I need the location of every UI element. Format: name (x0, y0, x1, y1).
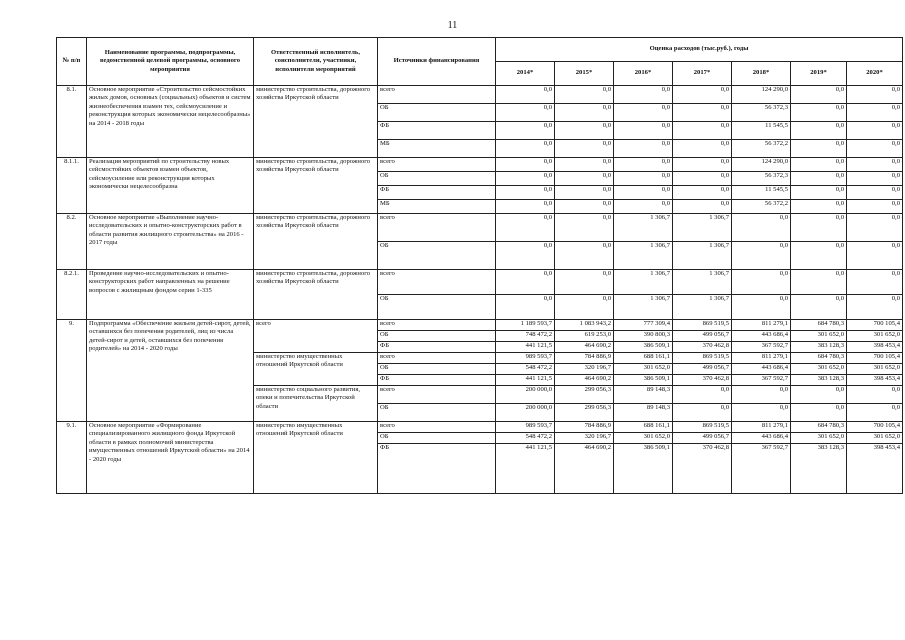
value-cell: 811 279,1 (732, 353, 791, 364)
funding-source: ОБ (378, 104, 496, 122)
value-cell: 688 161,1 (614, 353, 673, 364)
value-cell: 989 593,7 (496, 353, 555, 364)
row-number: 9.1. (57, 422, 87, 494)
value-cell: 0,0 (496, 200, 555, 214)
value-cell: 443 686,4 (732, 331, 791, 342)
value-cell: 367 592,7 (732, 375, 791, 386)
funding-source: всего (378, 214, 496, 242)
program-name: Подпрограмма «Обеспечение жильем детей-сирот, детей, оставшихся без попечения родителей, лиц из числа детей-сирот и детей, оставшихся без попечения родителей» на 2014 - 2020 годы (87, 320, 254, 422)
value-cell: 464 690,2 (555, 375, 614, 386)
value-cell: 299 056,3 (555, 404, 614, 422)
value-cell: 0,0 (791, 386, 847, 404)
executor: министерство строительства, дорожного хозяйства Иркутской области (254, 214, 378, 270)
value-cell: 0,0 (847, 86, 903, 104)
value-cell: 0,0 (673, 186, 732, 200)
value-cell: 0,0 (496, 172, 555, 186)
value-cell: 1 306,7 (614, 242, 673, 270)
value-cell: 11 545,5 (732, 122, 791, 140)
value-cell: 684 780,3 (791, 422, 847, 433)
value-cell: 0,0 (791, 122, 847, 140)
value-cell: 1 306,7 (673, 270, 732, 295)
funding-source: ФБ (378, 122, 496, 140)
value-cell: 0,0 (791, 214, 847, 242)
value-cell: 0,0 (496, 186, 555, 200)
program-name: Основное мероприятие «Формирование специализированного жилищного фонда Иркутской области в рамках полномочий министерства имущественных отношений Иркутской области» на 2014 - 2020 годы (87, 422, 254, 494)
value-cell: 301 652,0 (847, 364, 903, 375)
value-cell: 0,0 (614, 86, 673, 104)
value-cell: 367 592,7 (732, 444, 791, 494)
value-cell: 869 519,5 (673, 422, 732, 433)
value-cell: 0,0 (555, 122, 614, 140)
header-year: 2019* (791, 62, 847, 86)
value-cell: 383 128,3 (791, 444, 847, 494)
value-cell: 0,0 (791, 270, 847, 295)
value-cell: 811 279,1 (732, 422, 791, 433)
value-cell: 0,0 (555, 242, 614, 270)
funding-source: ОБ (378, 172, 496, 186)
value-cell: 0,0 (496, 242, 555, 270)
value-cell: 301 652,0 (614, 433, 673, 444)
funding-source: ОБ (378, 242, 496, 270)
value-cell: 0,0 (732, 214, 791, 242)
funding-source: ОБ (378, 364, 496, 375)
header-year: 2015* (555, 62, 614, 86)
table-row (57, 422, 903, 433)
program-name: Проведение научно-исследовательских и опытно-конструкторских работ направленных на решение вопросов с жилищным фондом серии 1-335 (87, 270, 254, 320)
value-cell: 383 128,3 (791, 342, 847, 353)
value-cell: 124 290,0 (732, 158, 791, 172)
value-cell: 0,0 (614, 122, 673, 140)
value-cell: 56 372,2 (732, 140, 791, 158)
value-cell: 0,0 (847, 270, 903, 295)
header-year: 2017* (673, 62, 732, 86)
value-cell: 441 121,5 (496, 444, 555, 494)
value-cell: 700 105,4 (847, 320, 903, 331)
value-cell: 386 509,1 (614, 342, 673, 353)
value-cell: 0,0 (614, 104, 673, 122)
value-cell: 0,0 (496, 140, 555, 158)
funding-source: всего (378, 353, 496, 364)
value-cell: 0,0 (791, 200, 847, 214)
value-cell: 784 886,9 (555, 422, 614, 433)
value-cell: 0,0 (614, 140, 673, 158)
value-cell: 200 000,0 (496, 386, 555, 404)
executor: министерство социального развития, опеки и попечительства Иркутской области (254, 386, 378, 422)
value-cell: 0,0 (673, 86, 732, 104)
funding-source: ФБ (378, 444, 496, 494)
value-cell: 0,0 (673, 172, 732, 186)
value-cell: 0,0 (791, 242, 847, 270)
funding-source: всего (378, 270, 496, 295)
value-cell: 0,0 (847, 295, 903, 320)
value-cell: 443 686,4 (732, 364, 791, 375)
value-cell: 0,0 (673, 158, 732, 172)
funding-source: всего (378, 320, 496, 331)
program-name: Основное мероприятие «Строительство сейсмостойких жилых домов, основных (социальных) объектов и систем жизнеобеспечения взамен тех, сейсмоусиление и реконструкция которых экономически нецелесообразны» на 2014 - 2018 годы (87, 86, 254, 158)
value-cell: 386 509,1 (614, 375, 673, 386)
value-cell: 1 306,7 (673, 295, 732, 320)
value-cell: 0,0 (732, 242, 791, 270)
value-cell: 548 472,2 (496, 364, 555, 375)
value-cell: 0,0 (673, 140, 732, 158)
value-cell: 0,0 (791, 172, 847, 186)
table-row (57, 158, 903, 172)
value-cell: 784 886,9 (555, 353, 614, 364)
program-name: Основное мероприятие «Выполнение научно-исследовательских и опытно-конструкторских работ в области развития жилищного строительства» на 2016 - 2017 годы (87, 214, 254, 270)
header-name: Наименование программы, подпрограммы, ведомственной целевой программы, основного мероприятия (87, 38, 254, 86)
value-cell: 0,0 (496, 295, 555, 320)
value-cell: 688 161,1 (614, 422, 673, 433)
funding-source: ОБ (378, 331, 496, 342)
value-cell: 367 592,7 (732, 342, 791, 353)
row-number: 8.2.1. (57, 270, 87, 320)
value-cell: 869 519,5 (673, 320, 732, 331)
value-cell: 0,0 (847, 172, 903, 186)
funding-source: ОБ (378, 433, 496, 444)
value-cell: 1 306,7 (673, 242, 732, 270)
value-cell: 0,0 (496, 214, 555, 242)
value-cell: 684 780,3 (791, 353, 847, 364)
funding-source: всего (378, 158, 496, 172)
value-cell: 301 652,0 (791, 433, 847, 444)
row-number: 8.1.1. (57, 158, 87, 214)
value-cell: 301 652,0 (791, 331, 847, 342)
value-cell: 0,0 (791, 186, 847, 200)
value-cell: 0,0 (732, 404, 791, 422)
value-cell: 499 056,7 (673, 433, 732, 444)
value-cell: 443 686,4 (732, 433, 791, 444)
value-cell: 0,0 (555, 295, 614, 320)
value-cell: 0,0 (847, 158, 903, 172)
value-cell: 684 780,3 (791, 320, 847, 331)
value-cell: 0,0 (732, 295, 791, 320)
value-cell: 811 279,1 (732, 320, 791, 331)
executor: министерство имущественных отношений Иркутской области (254, 353, 378, 386)
value-cell: 0,0 (791, 158, 847, 172)
value-cell: 0,0 (791, 295, 847, 320)
table-body (57, 86, 903, 494)
value-cell: 0,0 (555, 172, 614, 186)
value-cell: 56 372,3 (732, 172, 791, 186)
funding-source: ФБ (378, 375, 496, 386)
header-estimate: Оценка расходов (тыс.руб.), годы (496, 38, 903, 62)
row-number: 9. (57, 320, 87, 422)
value-cell: 320 196,7 (555, 433, 614, 444)
value-cell: 0,0 (496, 158, 555, 172)
value-cell: 0,0 (555, 186, 614, 200)
value-cell: 383 128,3 (791, 375, 847, 386)
value-cell: 989 593,7 (496, 422, 555, 433)
value-cell: 0,0 (673, 104, 732, 122)
value-cell: 0,0 (847, 140, 903, 158)
funding-source: МБ (378, 140, 496, 158)
funding-source: ОБ (378, 295, 496, 320)
executor: всего (254, 320, 378, 353)
value-cell: 869 519,5 (673, 353, 732, 364)
value-cell: 1 189 593,7 (496, 320, 555, 331)
value-cell: 700 105,4 (847, 422, 903, 433)
value-cell: 0,0 (791, 104, 847, 122)
value-cell: 548 472,2 (496, 433, 555, 444)
funding-source: всего (378, 86, 496, 104)
executor: министерство имущественных отношений Иркутской области (254, 422, 378, 494)
program-name: Реализация мероприятий по строительству новых сейсмостойких объектов взамен объектов, сейсмоусиление или реконструкция которых экономически нецелесообразна (87, 158, 254, 214)
value-cell: 370 462,8 (673, 444, 732, 494)
funding-source: ФБ (378, 186, 496, 200)
value-cell: 777 309,4 (614, 320, 673, 331)
row-number: 8.2. (57, 214, 87, 270)
value-cell: 1 083 943,2 (555, 320, 614, 331)
value-cell: 0,0 (847, 104, 903, 122)
value-cell: 89 148,3 (614, 404, 673, 422)
value-cell: 0,0 (555, 104, 614, 122)
value-cell: 0,0 (555, 158, 614, 172)
value-cell: 0,0 (732, 386, 791, 404)
value-cell: 0,0 (614, 200, 673, 214)
value-cell: 0,0 (673, 122, 732, 140)
value-cell: 0,0 (847, 386, 903, 404)
value-cell: 0,0 (673, 386, 732, 404)
row-number: 8.1. (57, 86, 87, 158)
value-cell: 370 462,8 (673, 342, 732, 353)
value-cell: 1 306,7 (614, 214, 673, 242)
value-cell: 0,0 (496, 122, 555, 140)
executor: министерство строительства, дорожного хозяйства Иркутской области (254, 270, 378, 320)
value-cell: 700 105,4 (847, 353, 903, 364)
value-cell: 1 306,7 (614, 270, 673, 295)
header-year: 2016* (614, 62, 673, 86)
value-cell: 0,0 (614, 186, 673, 200)
value-cell: 0,0 (791, 86, 847, 104)
value-cell: 619 253,0 (555, 331, 614, 342)
value-cell: 0,0 (614, 158, 673, 172)
value-cell: 499 056,7 (673, 364, 732, 375)
value-cell: 0,0 (847, 186, 903, 200)
value-cell: 0,0 (555, 140, 614, 158)
table-row (57, 270, 903, 295)
value-cell: 301 652,0 (791, 364, 847, 375)
value-cell: 0,0 (496, 104, 555, 122)
table-row (57, 320, 903, 331)
value-cell: 124 290,0 (732, 86, 791, 104)
value-cell: 0,0 (847, 404, 903, 422)
value-cell: 0,0 (614, 172, 673, 186)
value-cell: 0,0 (496, 86, 555, 104)
value-cell: 398 453,4 (847, 444, 903, 494)
value-cell: 499 056,7 (673, 331, 732, 342)
value-cell: 386 509,1 (614, 444, 673, 494)
value-cell: 200 000,0 (496, 404, 555, 422)
table-row (57, 214, 903, 242)
value-cell: 0,0 (791, 140, 847, 158)
value-cell: 0,0 (791, 404, 847, 422)
value-cell: 299 056,3 (555, 386, 614, 404)
value-cell: 0,0 (673, 404, 732, 422)
value-cell: 398 453,4 (847, 375, 903, 386)
value-cell: 370 462,8 (673, 375, 732, 386)
value-cell: 0,0 (555, 200, 614, 214)
value-cell: 390 800,3 (614, 331, 673, 342)
expenses-table (56, 37, 903, 494)
value-cell: 464 690,2 (555, 342, 614, 353)
value-cell: 1 306,7 (673, 214, 732, 242)
value-cell: 89 148,3 (614, 386, 673, 404)
header-num: № п/п (57, 38, 87, 86)
value-cell: 464 690,2 (555, 444, 614, 494)
value-cell: 0,0 (555, 86, 614, 104)
page-number: 11 (447, 20, 458, 31)
value-cell: 0,0 (555, 214, 614, 242)
header-year: 2018* (732, 62, 791, 86)
value-cell: 56 372,2 (732, 200, 791, 214)
value-cell: 301 652,0 (614, 364, 673, 375)
table-row (57, 86, 903, 104)
value-cell: 301 652,0 (847, 433, 903, 444)
value-cell: 441 121,5 (496, 375, 555, 386)
header-year: 2014* (496, 62, 555, 86)
funding-source: МБ (378, 200, 496, 214)
value-cell: 320 196,7 (555, 364, 614, 375)
value-cell: 441 121,5 (496, 342, 555, 353)
value-cell: 0,0 (847, 200, 903, 214)
value-cell: 0,0 (732, 270, 791, 295)
value-cell: 0,0 (847, 122, 903, 140)
executor: министерство строительства, дорожного хозяйства Иркутской области (254, 86, 378, 158)
value-cell: 0,0 (673, 200, 732, 214)
value-cell: 748 472,2 (496, 331, 555, 342)
funding-source: ФБ (378, 342, 496, 353)
value-cell: 0,0 (847, 242, 903, 270)
value-cell: 0,0 (555, 270, 614, 295)
funding-source: всего (378, 422, 496, 433)
executor: министерство строительства, дорожного хозяйства Иркутской области (254, 158, 378, 214)
funding-source: ОБ (378, 404, 496, 422)
value-cell: 1 306,7 (614, 295, 673, 320)
value-cell: 0,0 (847, 214, 903, 242)
value-cell: 11 545,5 (732, 186, 791, 200)
value-cell: 398 453,4 (847, 342, 903, 353)
header-executor: Ответственный исполнитель, соисполнители, участники, исполнители мероприятий (254, 38, 378, 86)
value-cell: 301 652,0 (847, 331, 903, 342)
header-sources: Источники финансирования (378, 38, 496, 86)
header-year: 2020* (847, 62, 903, 86)
funding-source: всего (378, 386, 496, 404)
value-cell: 0,0 (496, 270, 555, 295)
value-cell: 56 372,3 (732, 104, 791, 122)
